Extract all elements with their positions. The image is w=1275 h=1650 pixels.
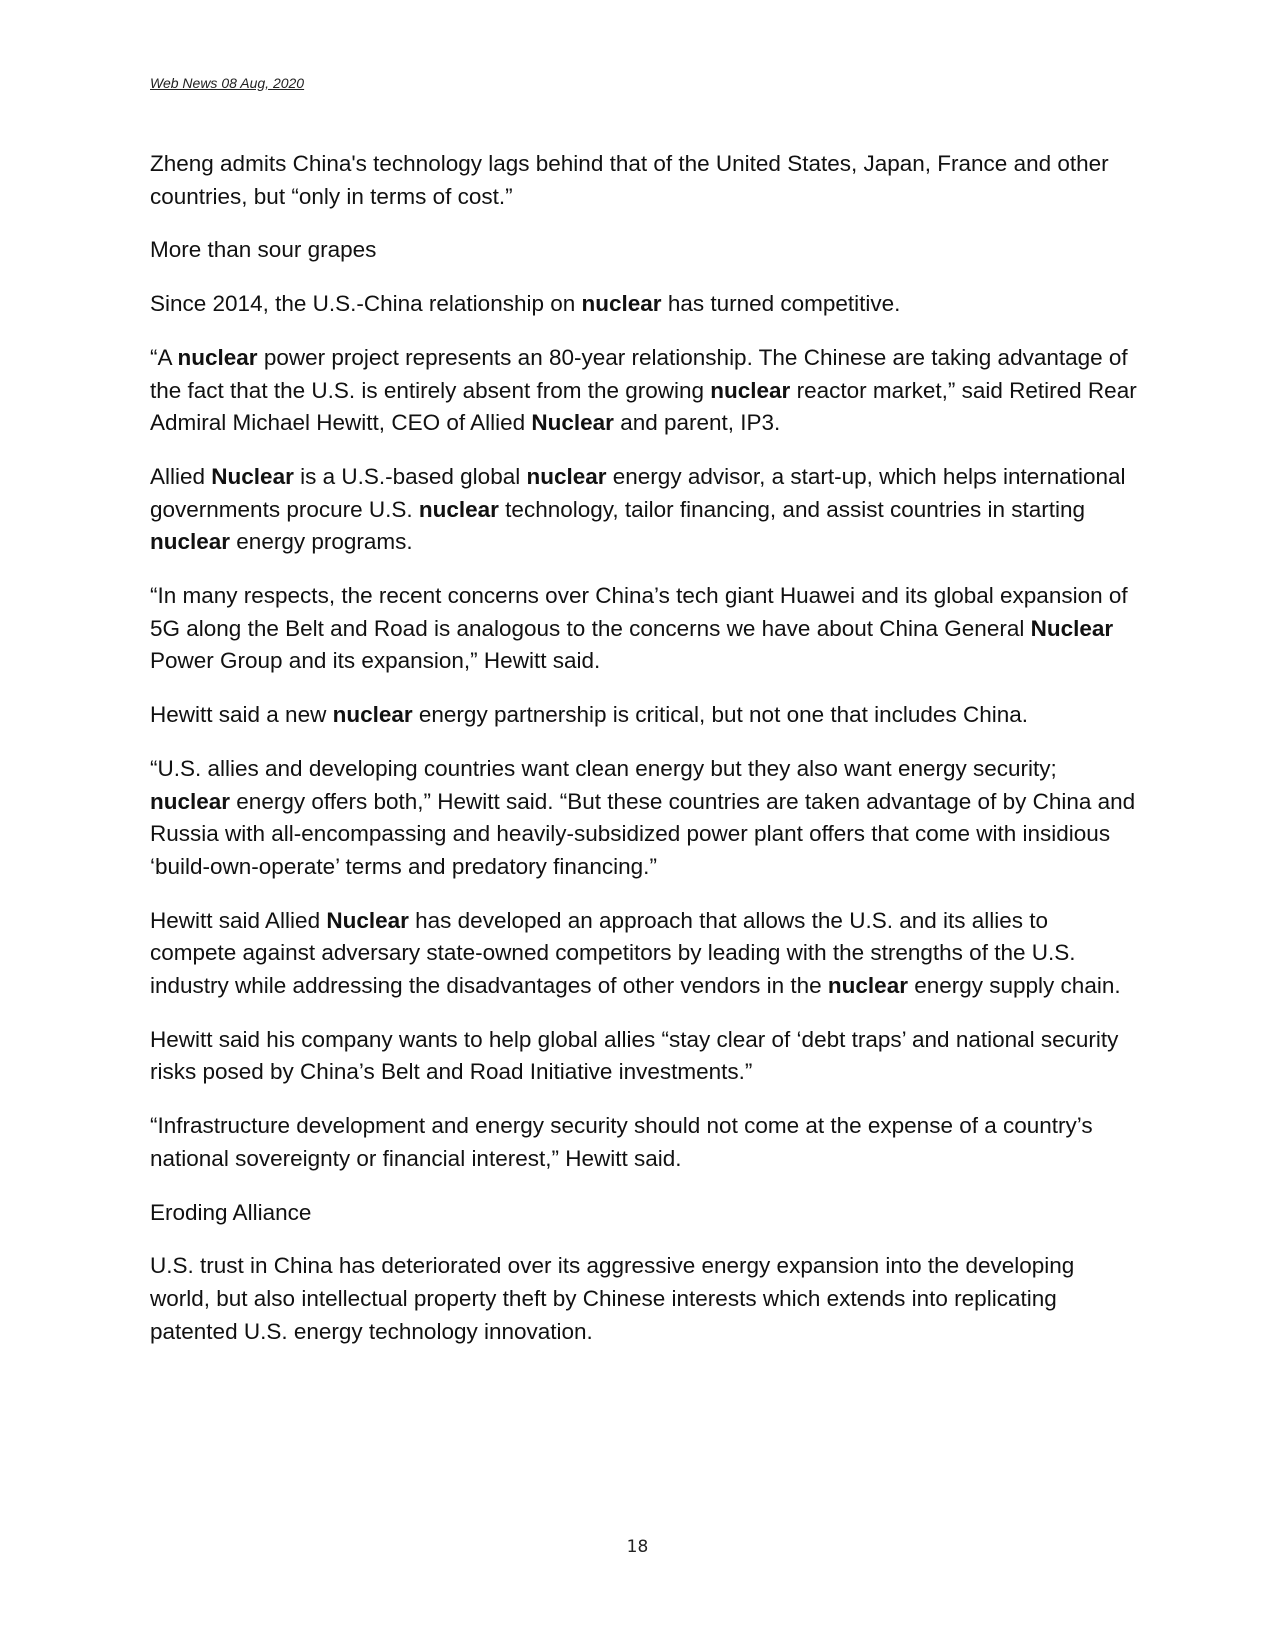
bold-keyword: nuclear	[710, 377, 791, 403]
paragraph	[150, 905, 1140, 1003]
text-run: U.S. trust in China has deteriorated over its aggressive energy expansion into the developing world, but also intellectual property theft by Chinese interests which extends into replicating patented U.S. energy technology innovation.	[150, 1253, 1075, 1344]
text-run: More than sour grapes	[150, 237, 377, 263]
paragraph	[150, 1024, 1140, 1089]
page-number: 18	[626, 1537, 649, 1557]
bold-keyword: Nuclear	[1030, 615, 1114, 641]
text-run: technology, tailor financing, and assist countries in starting	[498, 496, 1086, 522]
text-run: energy programs.	[230, 529, 413, 555]
paragraph	[150, 342, 1140, 440]
text-run: Hewitt said Allied	[150, 907, 327, 933]
bold-keyword: nuclear	[526, 463, 607, 489]
bold-keyword: nuclear	[150, 529, 231, 555]
paragraph	[150, 580, 1140, 678]
paragraph	[150, 753, 1140, 884]
bold-keyword: nuclear	[150, 788, 231, 814]
text-run: “In many respects, the recent concerns over China’s tech giant Huawei and its global expansion of 5G along the Belt and Road is analogous to the concerns we have about China General	[150, 583, 1128, 641]
text-run: Hewitt said his company wants to help global allies “stay clear of ‘debt traps’ and national security risks posed by China’s Belt and Road Initiative investments.”	[150, 1026, 1119, 1085]
paragraph	[150, 288, 1140, 321]
text-run: power project represents an 80-year relationship. The Chinese are taking advantage of the fact that the U.S. is entirely absent from the growing	[150, 344, 1128, 403]
text-run: Since 2014, the U.S.-China relationship on	[150, 291, 582, 317]
bold-keyword: Nuclear	[211, 463, 294, 489]
text-run: energy offers both,” Hewitt said. “But these countries are taken advantage of by China and Russia with all-encompassing and heavily-subsidized power plant offers that come with insidious ‘build-own-operate’ terms and predatory financing.”	[150, 788, 1136, 879]
text-run: Power Group and its expansion,” Hewitt said.	[150, 648, 601, 674]
text-run: reactor market,” said Retired Rear Admiral Michael Hewitt, CEO of Allied	[150, 377, 1137, 436]
text-run: energy partnership is critical, but not one that includes China.	[412, 702, 1028, 728]
paragraph	[150, 461, 1140, 559]
bold-keyword: nuclear	[332, 702, 413, 728]
text-run: energy supply chain.	[907, 973, 1121, 999]
paragraph	[150, 148, 1140, 213]
bold-keyword: nuclear	[177, 344, 258, 370]
page-header: Web News 08 Aug, 2020	[150, 75, 305, 91]
bold-keyword: Nuclear	[531, 410, 614, 436]
text-run: Hewitt said a new	[150, 702, 333, 728]
bold-keyword: Nuclear	[326, 907, 409, 933]
text-run: “A	[150, 344, 178, 370]
text-run: has developed an approach that allows the U.S. and its allies to compete against adversary state-owned competitors by leading with the strengths of the U.S. industry while addressing the disadvantages of other vendors in the	[150, 907, 1076, 999]
bold-keyword: nuclear	[418, 496, 499, 522]
text-run: Allied	[150, 463, 212, 489]
text-run: is a U.S.-based global	[293, 463, 527, 489]
paragraph	[150, 699, 1140, 732]
text-run: “U.S. allies and developing countries want clean energy but they also want energy security;	[150, 755, 1057, 781]
text-run: has turned competitive.	[661, 291, 901, 317]
bold-keyword: nuclear	[581, 291, 662, 317]
text-run: “Infrastructure development and energy security should not come at the expense of a country’s national sovereignty or financial interest,” Hewitt said.	[150, 1113, 1093, 1171]
paragraph	[150, 1110, 1140, 1175]
bold-keyword: nuclear	[827, 973, 908, 999]
section-heading	[150, 234, 1140, 267]
paragraph	[150, 1250, 1140, 1348]
article-body	[150, 148, 1140, 1369]
text-run: and parent, IP3.	[613, 410, 781, 436]
text-run: energy advisor, a start-up, which helps international governments procure U.S.	[150, 463, 1126, 522]
text-run: Zheng admits China's technology lags behind that of the United States, Japan, France and other countries, but “only in terms of cost.”	[150, 151, 1109, 209]
text-run: Eroding Alliance	[150, 1199, 312, 1225]
section-heading	[150, 1197, 1140, 1230]
